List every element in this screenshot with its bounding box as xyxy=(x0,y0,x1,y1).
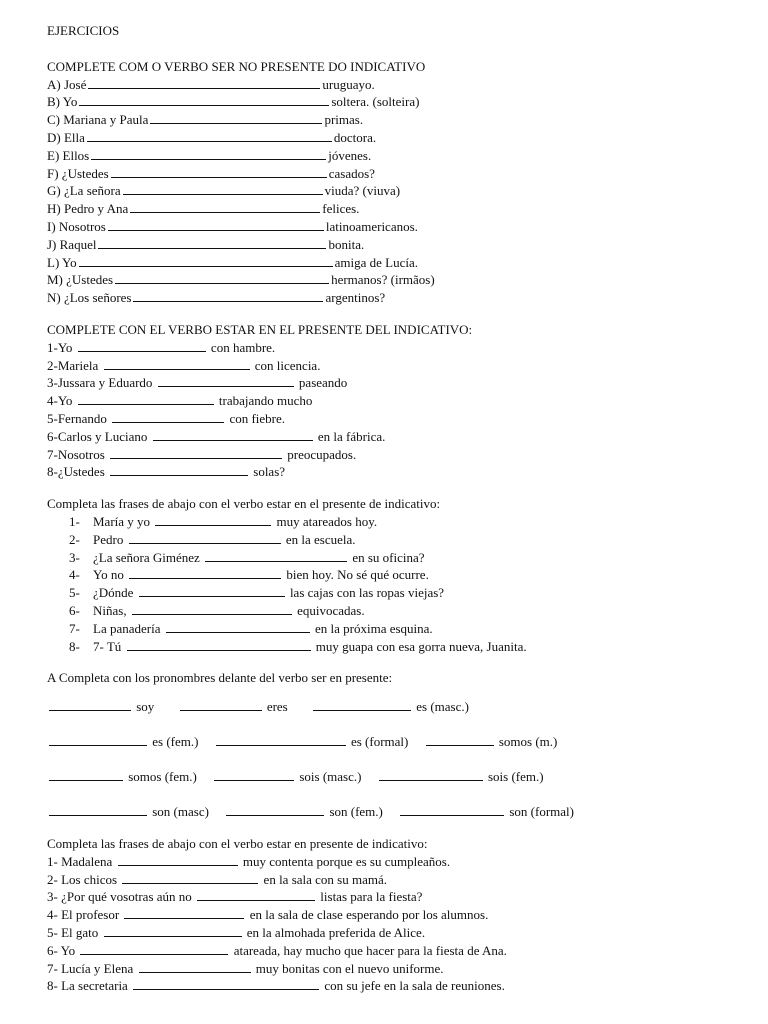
item-suffix: muy atareados hoy. xyxy=(276,513,378,529)
answer-blank[interactable] xyxy=(214,768,294,781)
item-prefix: 4-Yo xyxy=(47,393,73,409)
answer-blank[interactable] xyxy=(108,218,324,231)
item-prefix: Pedro xyxy=(93,531,124,547)
answer-blank[interactable] xyxy=(400,803,504,816)
verb-form: son (masc) xyxy=(152,804,209,820)
item-suffix: con su jefe en la sala de reuniones. xyxy=(324,978,505,994)
pronoun-row xyxy=(47,794,748,829)
verb-form: somos (fem.) xyxy=(128,769,197,785)
answer-blank[interactable] xyxy=(110,446,282,459)
item-suffix: con fiebre. xyxy=(229,410,286,426)
item-suffix: en la sala de clase esperando por los alumnos. xyxy=(249,907,489,923)
answer-blank[interactable] xyxy=(139,960,251,973)
answer-blank[interactable] xyxy=(313,698,411,711)
answer-blank[interactable] xyxy=(129,566,281,579)
item-prefix: María y yo xyxy=(93,513,151,529)
item-prefix: 5-Fernando xyxy=(47,410,107,426)
item-number: 8- xyxy=(69,638,80,654)
verb-form: es (formal) xyxy=(350,734,409,750)
section5-list xyxy=(47,853,748,995)
item-suffix: primas. xyxy=(324,112,364,128)
verb-form: soy xyxy=(136,699,155,715)
section3-heading: Completa las frases de abajo con el verbo estar en el presente de indicativo: xyxy=(47,496,441,512)
answer-blank[interactable] xyxy=(130,200,320,213)
section2-item xyxy=(47,374,748,392)
item-suffix: bien hoy. No sé qué ocurre. xyxy=(286,567,429,583)
verb-form: sois (fem.) xyxy=(487,769,544,785)
answer-blank[interactable] xyxy=(104,357,250,370)
answer-blank[interactable] xyxy=(216,733,346,746)
item-suffix: solas? xyxy=(253,464,286,480)
item-suffix: argentinos? xyxy=(325,290,386,306)
item-number: 3- xyxy=(69,549,80,565)
section3-item xyxy=(69,584,748,602)
section2-item xyxy=(47,410,748,428)
answer-blank[interactable] xyxy=(197,888,315,901)
item-number: 1- xyxy=(69,513,80,529)
answer-blank[interactable] xyxy=(139,584,285,597)
item-suffix: en la próxima esquina. xyxy=(314,620,433,636)
pronoun-row xyxy=(47,759,748,794)
item-suffix: latinoamericanos. xyxy=(325,218,418,234)
answer-blank[interactable] xyxy=(122,871,258,884)
answer-blank[interactable] xyxy=(426,733,494,746)
section2-list xyxy=(47,339,748,481)
section5-item xyxy=(47,924,748,942)
answer-blank[interactable] xyxy=(78,339,206,352)
item-prefix: M) ¿Ustedes xyxy=(47,272,114,288)
item-suffix: muy guapa con esa gorra nueva, Juanita. xyxy=(315,638,527,654)
section2-item xyxy=(47,392,748,410)
answer-blank[interactable] xyxy=(79,254,333,267)
section1-item xyxy=(47,254,748,272)
section3-item xyxy=(69,531,748,549)
answer-blank[interactable] xyxy=(78,392,214,405)
item-prefix: 6- Yo xyxy=(47,942,76,958)
section2-item xyxy=(47,357,748,375)
item-suffix: hermanos? (irmãos) xyxy=(331,272,435,288)
item-suffix: en la fábrica. xyxy=(317,428,386,444)
answer-blank[interactable] xyxy=(49,733,147,746)
item-number: 4- xyxy=(69,567,80,583)
item-prefix: A) José xyxy=(47,76,87,92)
item-prefix: 1- Madalena xyxy=(47,853,113,869)
section1-item xyxy=(47,289,748,307)
section1-item xyxy=(47,236,748,254)
item-suffix: viuda? (viuva) xyxy=(324,183,401,199)
worksheet-title: EJERCICIOS xyxy=(47,23,120,38)
answer-blank[interactable] xyxy=(79,93,329,106)
answer-blank[interactable] xyxy=(49,698,131,711)
answer-blank[interactable] xyxy=(132,602,292,615)
section1-heading: COMPLETE COM O VERBO SER NO PRESENTE DO INDICATIVO xyxy=(47,58,426,74)
answer-blank[interactable] xyxy=(127,638,311,651)
item-number: 7- xyxy=(69,620,80,636)
item-number: 2- xyxy=(69,531,80,547)
item-prefix: C) Mariana y Paula xyxy=(47,112,149,128)
section5-item xyxy=(47,942,748,960)
answer-blank[interactable] xyxy=(133,289,323,302)
item-prefix: 3-Jussara y Eduardo xyxy=(47,375,153,391)
section3-item xyxy=(69,620,748,638)
section1-item xyxy=(47,271,748,289)
item-suffix: doctora. xyxy=(333,129,377,145)
section5-item xyxy=(47,888,748,906)
item-prefix: F) ¿Ustedes xyxy=(47,165,109,181)
answer-blank[interactable] xyxy=(153,428,313,441)
answer-blank[interactable] xyxy=(226,803,324,816)
verb-form: es (fem.) xyxy=(152,734,199,750)
answer-blank[interactable] xyxy=(88,76,320,89)
item-prefix: G) ¿La señora xyxy=(47,183,121,199)
item-prefix: L) Yo xyxy=(47,254,77,270)
section1-item xyxy=(47,165,748,183)
verb-form: sois (masc.) xyxy=(299,769,362,785)
item-suffix: muy bonitas con el nuevo uniforme. xyxy=(255,960,444,976)
answer-blank[interactable] xyxy=(111,165,327,178)
answer-blank[interactable] xyxy=(112,410,224,423)
item-suffix: las cajas con las ropas viejas? xyxy=(289,585,445,601)
section2-item xyxy=(47,463,748,481)
item-suffix: felices. xyxy=(322,201,360,217)
section5-item xyxy=(47,871,748,889)
item-suffix: en la sala con su mamá. xyxy=(263,871,388,887)
item-suffix: en su oficina? xyxy=(352,549,425,565)
verb-form: son (fem.) xyxy=(329,804,383,820)
item-suffix: paseando xyxy=(298,375,348,391)
section5-item xyxy=(47,960,748,978)
item-prefix: 1-Yo xyxy=(47,339,73,355)
answer-blank[interactable] xyxy=(129,531,281,544)
item-prefix: Niñas, xyxy=(93,602,127,618)
answer-blank[interactable] xyxy=(110,463,248,476)
section1-list xyxy=(47,76,748,307)
section1-item xyxy=(47,147,748,165)
pronoun-row xyxy=(47,689,748,724)
verb-form: es (masc.) xyxy=(416,699,469,715)
section3-list xyxy=(47,513,748,655)
answer-blank[interactable] xyxy=(91,147,326,160)
section2-item xyxy=(47,446,748,464)
answer-blank[interactable] xyxy=(87,129,332,142)
answer-blank[interactable] xyxy=(158,374,294,387)
section1-item xyxy=(47,76,748,94)
section5-item xyxy=(47,977,748,995)
item-suffix: amiga de Lucía. xyxy=(334,254,419,270)
section2-item xyxy=(47,428,748,446)
item-suffix: uruguayo. xyxy=(322,76,375,92)
section3-item xyxy=(69,549,748,567)
item-prefix: 4- El profesor xyxy=(47,907,120,923)
item-prefix: La panadería xyxy=(93,620,161,636)
item-prefix: 5- El gato xyxy=(47,925,99,941)
answer-blank[interactable] xyxy=(98,236,326,249)
item-prefix: I) Nosotros xyxy=(47,218,106,234)
item-prefix: 7-Nosotros xyxy=(47,446,105,462)
item-prefix: 6-Carlos y Luciano xyxy=(47,428,148,444)
item-suffix: soltera. (solteira) xyxy=(331,94,420,110)
verb-form: son (formal) xyxy=(509,804,574,820)
item-suffix: muy contenta porque es su cumpleaños. xyxy=(242,853,451,869)
worksheet xyxy=(47,22,748,995)
item-prefix: H) Pedro y Ana xyxy=(47,201,129,217)
answer-blank[interactable] xyxy=(155,513,271,526)
section1-item xyxy=(47,111,748,129)
pronoun-row xyxy=(47,724,748,759)
item-suffix: preocupados. xyxy=(287,446,357,462)
item-number: 6- xyxy=(69,602,80,618)
item-suffix: equivocadas. xyxy=(297,602,365,618)
item-suffix: listas para la fiesta? xyxy=(320,889,423,905)
item-prefix: E) Ellos xyxy=(47,147,90,163)
answer-blank[interactable] xyxy=(104,924,242,937)
verb-form: eres xyxy=(266,699,288,715)
section3-item xyxy=(69,566,748,584)
item-prefix: ¿Dónde xyxy=(93,585,134,601)
answer-blank[interactable] xyxy=(115,271,329,284)
section4-grid xyxy=(47,689,748,829)
section1-item xyxy=(47,218,748,236)
answer-blank[interactable] xyxy=(80,942,228,955)
item-suffix: atareada, hay mucho que hacer para la fiesta de Ana. xyxy=(233,942,507,958)
answer-blank[interactable] xyxy=(379,768,483,781)
item-suffix: con hambre. xyxy=(210,339,276,355)
answer-blank[interactable] xyxy=(205,549,347,562)
section3-item xyxy=(69,638,748,656)
item-prefix: 2-Mariela xyxy=(47,357,99,373)
answer-blank[interactable] xyxy=(180,698,262,711)
answer-blank[interactable] xyxy=(118,853,238,866)
item-suffix: bonita. xyxy=(328,236,365,252)
item-prefix: 3- ¿Por qué vosotras aún no xyxy=(47,889,192,905)
section3-item xyxy=(69,513,748,531)
item-suffix: en la almohada preferida de Alice. xyxy=(246,925,426,941)
item-suffix: con licencia. xyxy=(254,357,321,373)
answer-blank[interactable] xyxy=(133,977,319,990)
answer-blank[interactable] xyxy=(49,768,123,781)
answer-blank[interactable] xyxy=(124,906,244,919)
item-prefix: 7- Lucía y Elena xyxy=(47,960,134,976)
item-prefix: N) ¿Los señores xyxy=(47,290,132,306)
answer-blank[interactable] xyxy=(166,620,310,633)
item-suffix: trabajando mucho xyxy=(218,393,313,409)
verb-form: somos (m.) xyxy=(498,734,558,750)
item-prefix: Yo no xyxy=(93,567,124,583)
section3-item xyxy=(69,602,748,620)
item-suffix: casados? xyxy=(328,165,375,181)
section5-heading: Completa las frases de abajo con el verbo estar en presente de indicativo: xyxy=(47,836,428,852)
item-prefix: 7- Tú xyxy=(93,638,122,654)
item-prefix: 8-¿Ustedes xyxy=(47,464,105,480)
section1-item xyxy=(47,93,748,111)
item-prefix: 2- Los chicos xyxy=(47,871,118,887)
item-suffix: jóvenes. xyxy=(328,147,372,163)
item-prefix: J) Raquel xyxy=(47,236,97,252)
item-prefix: B) Yo xyxy=(47,94,78,110)
item-number: 5- xyxy=(69,585,80,601)
section2-heading: COMPLETE CON EL VERBO ESTAR EN EL PRESENTE DEL INDICATIVO: xyxy=(47,321,473,337)
section1-item xyxy=(47,129,748,147)
item-prefix: ¿La señora Giménez xyxy=(93,549,200,565)
section1-item xyxy=(47,200,748,218)
section4-heading: A Completa con los pronombres delante del verbo ser en presente: xyxy=(47,670,393,686)
item-prefix: D) Ella xyxy=(47,129,85,145)
section5-item xyxy=(47,906,748,924)
section5-item xyxy=(47,853,748,871)
answer-blank[interactable] xyxy=(150,111,322,124)
answer-blank[interactable] xyxy=(123,182,323,195)
answer-blank[interactable] xyxy=(49,803,147,816)
section2-item xyxy=(47,339,748,357)
section1-item xyxy=(47,182,748,200)
item-prefix: 8- La secretaria xyxy=(47,978,128,994)
item-suffix: en la escuela. xyxy=(285,531,356,547)
